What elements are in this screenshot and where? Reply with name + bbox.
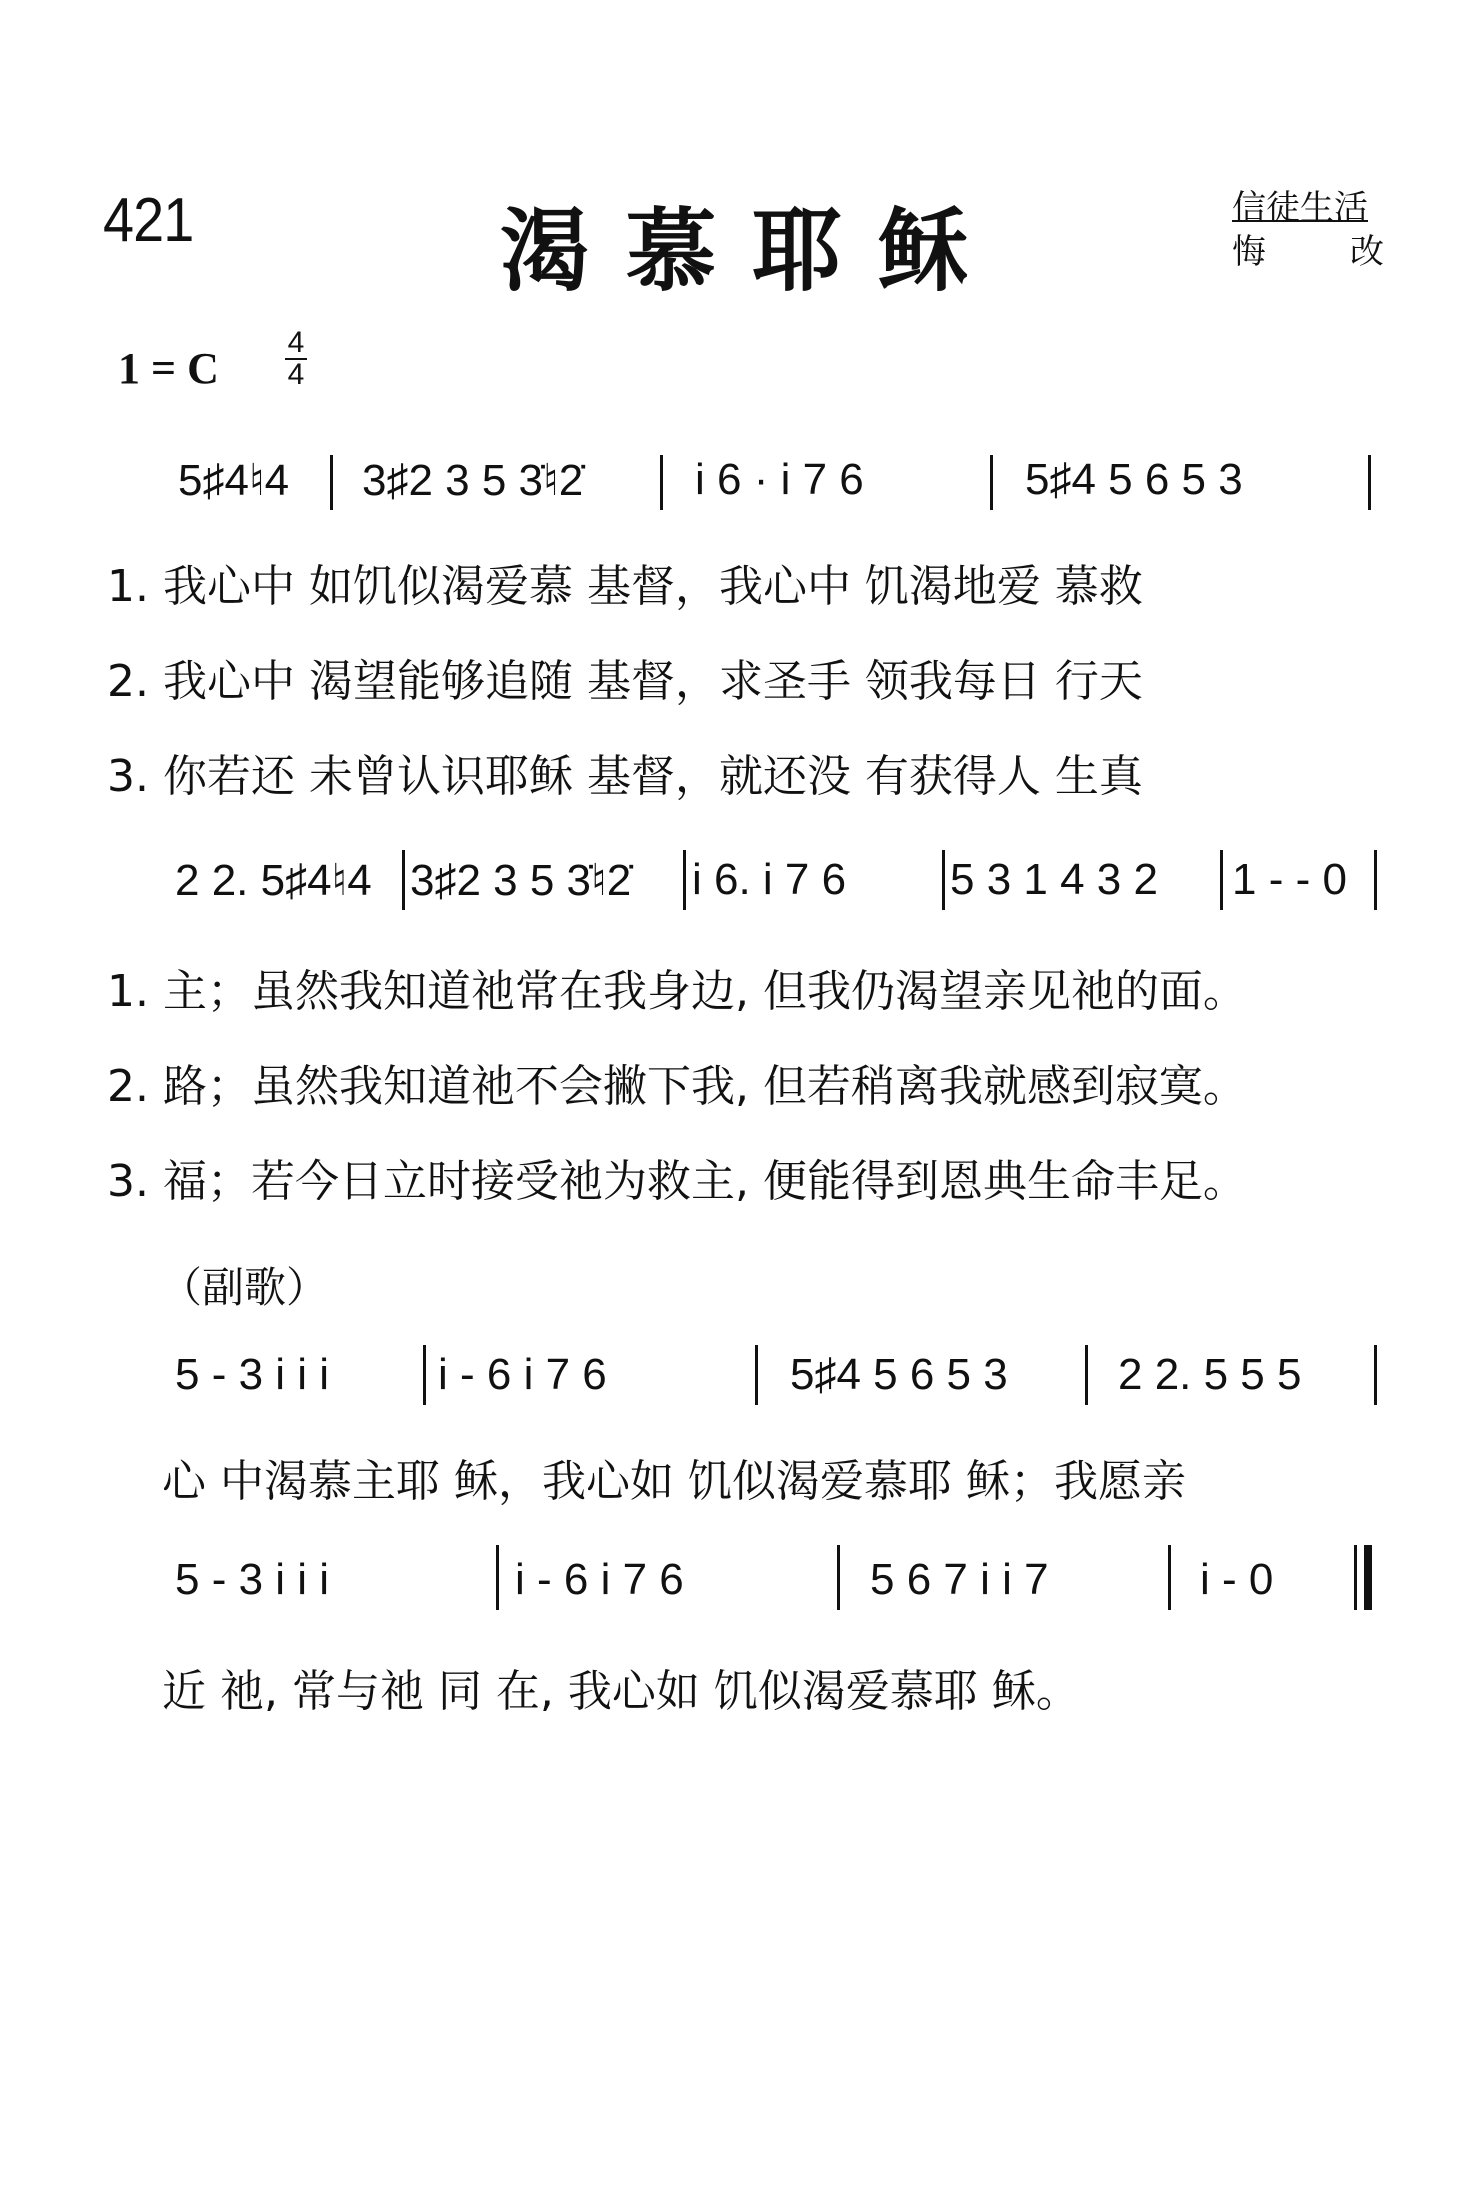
credit bbox=[1232, 180, 1384, 273]
measure: 2 2. 5♯4♮4 bbox=[175, 856, 372, 905]
measure: i - 6 i 7 6 bbox=[515, 1555, 684, 1604]
measure: 5 - 3 i i i bbox=[175, 1555, 330, 1604]
chorus-label: （副歌） bbox=[160, 1263, 329, 1312]
credit-source: 信徒生活 bbox=[1232, 188, 1368, 228]
measure: 1 - - 0 bbox=[1232, 855, 1347, 904]
hymn-title: 渴慕耶稣 bbox=[500, 199, 1004, 304]
measure: 2 2. 5 5 5 bbox=[1118, 1350, 1302, 1399]
measure: 5♯4 5 6 5 3 bbox=[1025, 455, 1243, 504]
key-signature: 1 = C bbox=[118, 344, 219, 393]
barline bbox=[496, 1545, 499, 1610]
barline bbox=[330, 455, 333, 510]
lyric-verse2-line2: 2. 路；虽然我知道祂不会撇下我, 但若稍离我就感到寂寞。 bbox=[107, 1061, 1247, 1112]
lyric-verse3-line1: 3. 你若还 未曾认识耶稣 基督，就还没 有获得人 生真 bbox=[107, 751, 1143, 802]
lyric-verse3-line2: 3. 福；若今日立时接受祂为救主, 便能得到恩典生命丰足。 bbox=[107, 1156, 1247, 1207]
barline bbox=[1220, 850, 1223, 910]
lyric-verse2-line1: 2. 我心中 渴望能够追随 基督，求圣手 领我每日 行天 bbox=[107, 656, 1143, 707]
lyric-chorus-line2: 近 祂, 常与祂 同 在, 我心如 饥似渴爱慕耶 稣。 bbox=[162, 1666, 1080, 1717]
measure: 5 6 7 i i 7 bbox=[870, 1555, 1049, 1604]
final-barline-thin bbox=[1354, 1545, 1357, 1610]
lyric-verse1-line1: 1. 我心中 如饥似渴爱慕 基督，我心中 饥渴地爱 慕救 bbox=[107, 561, 1143, 612]
measure: 5♯4♮4 bbox=[178, 456, 290, 505]
barline bbox=[755, 1345, 758, 1405]
measure: i - 6 i 7 6 bbox=[438, 1350, 607, 1399]
credit-adaptation bbox=[1232, 224, 1384, 273]
measure: 5 - 3 i i i bbox=[175, 1350, 330, 1399]
lyric-chorus-line1: 心 中渴慕主耶 稣，我心如 饥似渴爱慕耶 稣；我愿亲 bbox=[162, 1456, 1186, 1507]
measure: i 6 · i 7 6 bbox=[695, 455, 864, 504]
credit-adaptation-a: 悔 bbox=[1232, 232, 1266, 272]
barline bbox=[1368, 455, 1371, 510]
measure: 3♯2 3 5 3̇♮2̇ bbox=[362, 456, 584, 505]
barline bbox=[423, 1345, 426, 1405]
barline bbox=[1374, 850, 1377, 910]
final-barline-thick bbox=[1364, 1545, 1372, 1610]
credit-adaptation-b: 改 bbox=[1350, 232, 1384, 272]
barline bbox=[837, 1545, 840, 1610]
time-signature bbox=[285, 328, 307, 390]
measure: 5♯4 5 6 5 3 bbox=[790, 1350, 1008, 1399]
lyric-verse1-line2: 1. 主；虽然我知道祂常在我身边, 但我仍渴望亲见祂的面。 bbox=[107, 966, 1247, 1017]
barline bbox=[942, 850, 945, 910]
hymn-number: 421 bbox=[103, 186, 194, 255]
time-signature-bottom: 4 bbox=[285, 358, 307, 390]
barline bbox=[990, 455, 993, 510]
measure: 3♯2 3 5 3̇♮2̇ bbox=[410, 856, 632, 905]
barline bbox=[660, 455, 663, 510]
barline bbox=[1085, 1345, 1088, 1405]
barline bbox=[1168, 1545, 1171, 1610]
barline bbox=[683, 850, 686, 910]
measure: 5 3 1 4 3 2 bbox=[950, 855, 1158, 904]
barline bbox=[402, 850, 405, 910]
measure: i - 0 bbox=[1200, 1555, 1274, 1604]
time-signature-top: 4 bbox=[287, 326, 305, 359]
measure: i 6. i 7 6 bbox=[692, 855, 847, 904]
barline bbox=[1374, 1345, 1377, 1405]
